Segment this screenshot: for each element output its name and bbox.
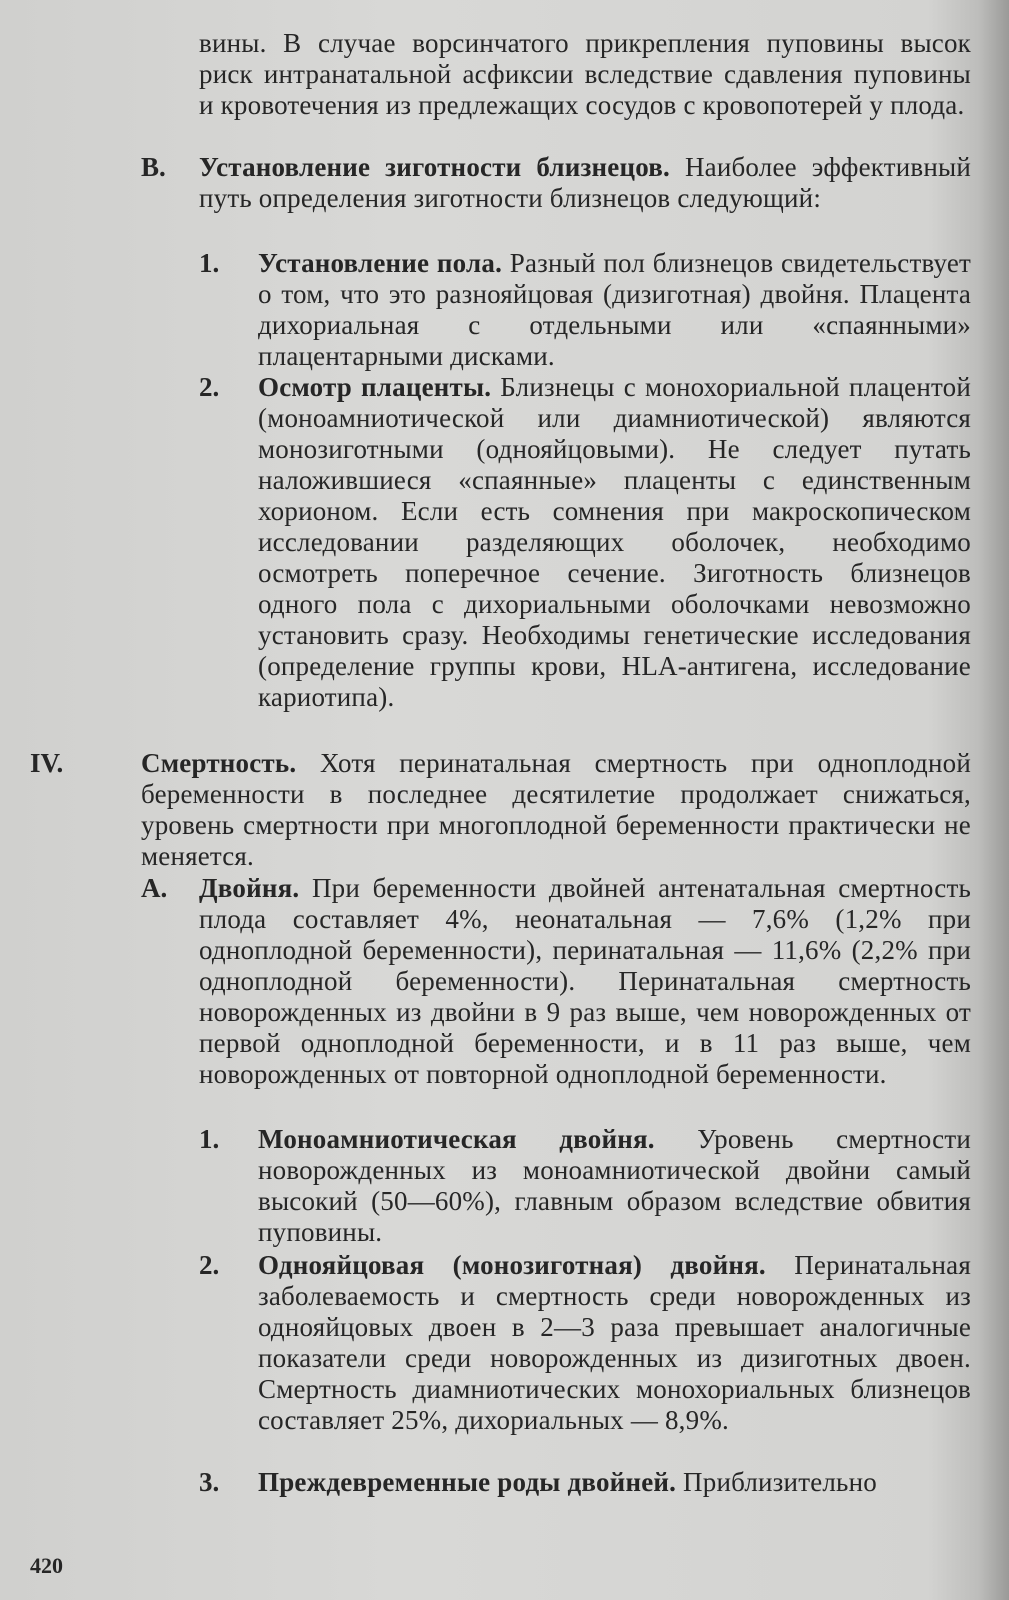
section-iv-title: Смертность. bbox=[141, 748, 297, 778]
section-b-item-1-title: Установление пола. bbox=[258, 248, 503, 278]
section-iv-a-item-2-label: 2. bbox=[199, 1250, 220, 1280]
section-iv-a-item-1-label: 1. bbox=[199, 1124, 220, 1154]
section-iv-a-item-3-title: Преждевременные роды двойней. bbox=[258, 1467, 677, 1497]
section-b-item-2-text: Близнецы с монохориальной плацентой (моноамниотической или диамниотической) являются монозиготными (однояйцовыми). Не следует путать наложившиеся «спаянные» плаценты с единственным хорионом. Если есть сомнения при макроскопическом исследовании разделяющих оболочек, необходимо осмотреть поперечное сечение. Зиготность близнецов одного пола с дихориальными оболочками невозможно установить сразу. Необходимы генетические исследования (определение группы крови, HLA-антигена, исследование кариотипа). bbox=[258, 372, 971, 712]
section-b-title: Установление зиготности близнецов. bbox=[199, 152, 671, 182]
section-b-item-2-title: Осмотр плаценты. bbox=[258, 372, 492, 402]
section-b-item-1 bbox=[258, 248, 971, 372]
section-b-paragraph bbox=[199, 152, 971, 214]
section-iv-a-paragraph bbox=[199, 873, 971, 1090]
section-b-text: Наиболее эффективный путь определения зиготности близнецов следующий: bbox=[199, 152, 971, 213]
section-iv-paragraph bbox=[141, 748, 971, 872]
section-iv-a-item-3-label: 3. bbox=[199, 1467, 220, 1497]
section-iv-a-item-3-text: Приблизительно bbox=[676, 1467, 877, 1497]
section-iv-a-item-1 bbox=[258, 1124, 971, 1248]
intro-paragraph bbox=[199, 28, 971, 121]
section-iv-a-item-2-text: Перинатальная заболеваемость и смертность среди новорожденных из однояйцовых двоен в 2—3 раза превышает аналогичные показатели среди новорожденных из дизиготных двоен. Смертность диамниотических монохориальных близнецов составляет 25%, дихориальных — 8,9%. bbox=[258, 1250, 971, 1435]
section-iv-a-text: При беременности двойней антенатальная смертность плода составляет 4%, неонатальная — 7,6% (1,2% при одноплодной беременности), перинатальная — 11,6% (2,2% при одноплодной беременности). Перинатальная смертность новорожденных из двойни в 9 раз выше, чем новорожденных от первой одноплодной беременности, и в 11 раз выше, чем новорожденных от повторной одноплодной беременности. bbox=[199, 873, 971, 1089]
section-iv-a-title: Двойня. bbox=[199, 873, 300, 903]
section-iv-label: IV. bbox=[30, 748, 64, 778]
section-iv-a-item-2-title: Однояйцовая (монозиготная) двойня. bbox=[258, 1250, 766, 1280]
section-iv-a-item-3 bbox=[258, 1467, 971, 1498]
section-iv-text: Хотя перинатальная смертность при одноплодной беременности в последнее десятилетие продолжает снижаться, уровень смертности при многоплодной беременности практически не меняется. bbox=[141, 748, 971, 871]
section-iv-a-item-1-text: Уровень смертности новорожденных из моноамниотической двойни самый высокий (50—60%), главным образом вследствие обвития пуповины. bbox=[258, 1124, 971, 1247]
section-b-item-1-text: Разный пол близнецов свидетельствует о том, что это разнояйцовая (дизиготная) двойня. Плацента дихориальная с отдельными или «спаянными» плацентарными дисками. bbox=[258, 248, 972, 371]
section-iv-a-label: А. bbox=[141, 873, 168, 903]
section-b-item-1-label: 1. bbox=[199, 248, 220, 278]
section-iv-a-item-2 bbox=[258, 1250, 971, 1436]
section-b-label: В. bbox=[141, 152, 166, 182]
section-iv-a-item-1-title: Моноамниотическая двойня. bbox=[258, 1124, 655, 1154]
section-b-item-2 bbox=[258, 372, 971, 713]
page-number: 420 bbox=[30, 1553, 63, 1578]
intro-text: вины. В случае ворсинчатого прикрепления пуповины высок риск интранатальной асфиксии вследствие сдавления пуповины и кровотечения из предлежащих сосудов с кровопотерей у плода. bbox=[199, 28, 971, 120]
section-b-item-2-label: 2. bbox=[199, 372, 220, 402]
